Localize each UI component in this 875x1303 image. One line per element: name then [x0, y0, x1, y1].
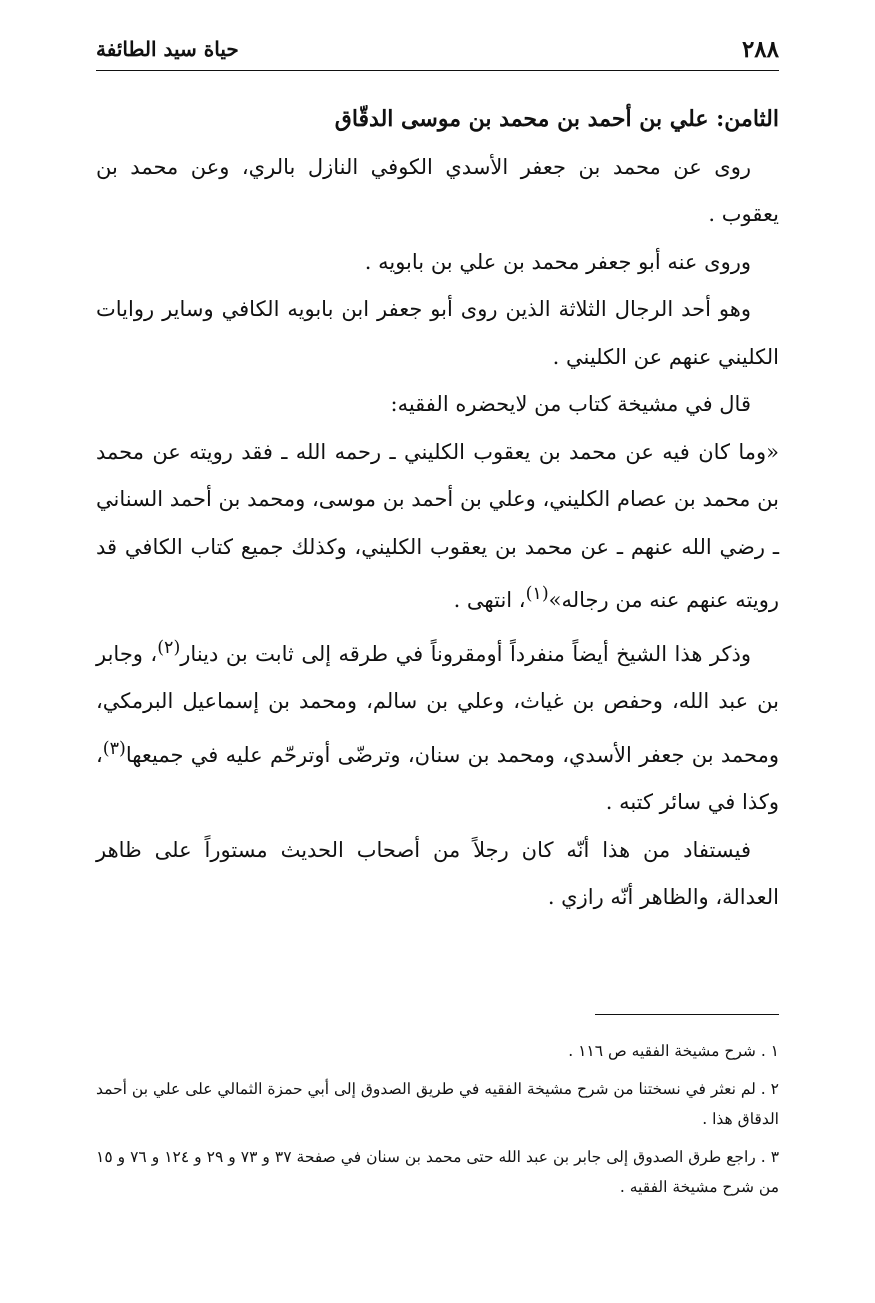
- paragraph-1: روى عن محمد بن جعفر الأسدي الكوفي النازل بالري، وعن محمد بن يعقوب .: [96, 154, 779, 226]
- footnotes: [96, 1036, 779, 1210]
- paragraph-4: قال في مشيخة كتاب من لايحضره الفقيه:: [390, 392, 751, 416]
- paragraph-2: وروى عنه أبو جعفر محمد بن علي بن بابويه .: [364, 249, 751, 274]
- quote-text: «وما كان فيه عن محمد بن يعقوب الكليني ـ رحمه الله ـ فقد رويته عن محمد بن محمد بن عصام الكليني، وعلي بن أحمد بن موسى، ومحمد بن أحمد السناني ـ رضي الله عنهم ـ عن محمد بن يعقوب الكليني، وكذلك جميع كتاب الكافي قد رويته عنهم عنه من رجاله»: [96, 439, 779, 612]
- paragraph-3: وهو أحد الرجال الثلاثة الذين روى أبو جعفر ابن بابويه الكافي وساير روايات الكليني عنهم عن الكليني .: [96, 297, 779, 369]
- page-number: ٢٨٨: [741, 36, 779, 63]
- section-heading: الثامن: علي بن أحمد بن محمد بن موسى الدقّاق: [334, 106, 779, 132]
- paragraph-7: فيستفاد من هذا أنّه كان رجلاً من أصحاب الحديث مستوراً على ظاهر العدالة، والظاهر أنّه رازي .: [96, 837, 779, 909]
- running-title: حياة سيد الطائفة: [96, 37, 239, 61]
- footnote-1: ١ . شرح مشيخة الفقيه ص ١١٦ .: [568, 1042, 779, 1060]
- footnote-divider: [595, 1014, 779, 1015]
- footnote-ref-2: (٢): [157, 637, 181, 658]
- footnote-ref-1: (١): [525, 584, 549, 604]
- quote-end: ، انتهى .: [453, 588, 526, 612]
- footnote-3: ٣ . راجع طرق الصدوق إلى جابر بن عبد الله حتى محمد بن سنان في صفحة ٣٧ و ٧٣ و ٢٩ و ١٢٤ و ٧٦ و ١٥ من شرح مشيخة الفقيه .: [96, 1148, 780, 1196]
- footnote-2: ٢ . لم نعثر في نسختنا من شرح مشيخة الفقيه في طريق الصدوق إلى أبي حمزة الثمالي على علي بن أحمد الدقاق هذا .: [96, 1080, 779, 1128]
- footnote-ref-3: (٣): [102, 738, 126, 759]
- paragraph-6-part-c: ، وكذا في سائر كتبه .: [96, 742, 779, 814]
- paragraph-6-part-b: ، وجابر بن عبد الله، وحفص بن غياث، وعلي بن سالم، ومحمد بن إسماعيل البرمكي، ومحمد بن جعفر الأسدي، ومحمد بن سنان، وترضّى أوترحّم عليه في جميعها: [96, 641, 779, 767]
- page-header: [96, 34, 779, 71]
- paragraph-6-part-a: وذكر هذا الشيخ أيضاً منفرداً أومقروناً في طرقه إلى ثابت بن دينار: [180, 641, 752, 666]
- main-text: [96, 96, 779, 922]
- paragraph-6: [96, 625, 779, 827]
- paragraph-5-quote: [96, 429, 779, 625]
